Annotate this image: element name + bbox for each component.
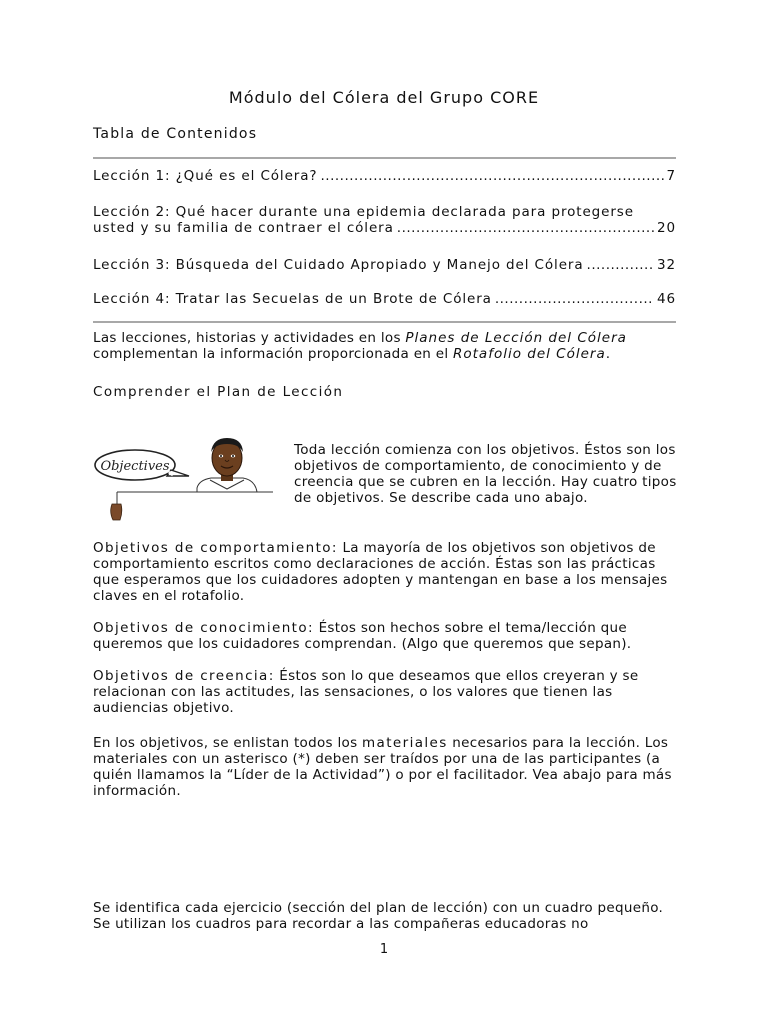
- toc-entry-label: Lección 3: Búsqueda del Cuidado Apropiado y Manejo del Cólera: [93, 257, 584, 273]
- exercise-paragraph: Se identifica cada ejercicio (sección del plan de lección) con un cuadro pequeño. Se utilizan los cuadros para recordar a las compañeras educadoras no: [93, 900, 664, 932]
- lesson-plans-title: Planes de Lección del Cólera: [405, 330, 627, 346]
- toc-entry-label: Lección 2: Qué hacer durante una epidemia declarada para protegerse: [93, 204, 634, 220]
- toc-entry-label-continued: usted y su familia de contraer el cólera: [93, 220, 394, 236]
- toc-page-number: 32: [657, 257, 676, 273]
- toc-entry-3[interactable]: [93, 257, 676, 273]
- belief-objectives-term: Objetivos de creencia:: [93, 668, 275, 684]
- page-number: 1: [379, 942, 389, 957]
- intro-paragraph: [93, 330, 683, 362]
- knowledge-objectives-text: Éstos son hechos sobre el tema/lección que queremos que los cuidadores comprendan. (Algo que queremos que sepan).: [93, 620, 632, 652]
- intro-text: .: [605, 346, 611, 362]
- behavior-objectives-term: Objetivos de comportamiento:: [93, 540, 338, 556]
- materials-text: necesarios para la lección. Los materiales con un asterisco (*) deben ser traídos por una de las participantes (a quién llamamos la “Líder de la Actividad”) o por el facilitador. Vea abajo para más información.: [93, 735, 672, 799]
- toc-leader-dots: [587, 257, 654, 273]
- document-title: Módulo del Cólera del Grupo CORE: [228, 88, 540, 107]
- toc-bottom-rule: [93, 321, 676, 323]
- intro-text: Las lecciones, historias y actividades en los: [93, 330, 406, 346]
- flipchart-title: Rotafolio del Cólera: [453, 346, 606, 362]
- toc-leader-dots: [320, 168, 663, 184]
- objectives-label: Objectives: [100, 459, 170, 474]
- behavior-objectives-text: La mayoría de los objetivos son objetivos de comportamiento escritos como declaraciones de acción. Éstas son las prácticas que esperamos que los cuidadores adopten y mantengan en base a los mensajes claves en el rotafolio.: [93, 540, 668, 604]
- objectives-illustration: [93, 436, 273, 526]
- knowledge-objectives-paragraph: [93, 620, 683, 652]
- objectives-intro-text: Toda lección comienza con los objetivos. Éstos son los objetivos de comportamiento, de conocimiento y de creencia que se cubren en la lección. Hay cuatro tipos de objetivos. Se describe cada uno abajo.: [294, 442, 677, 506]
- belief-objectives-paragraph: [93, 668, 683, 716]
- behavior-objectives-paragraph: [93, 540, 683, 604]
- toc-heading: Tabla de Contenidos: [93, 126, 258, 142]
- toc-entry-label: Lección 1: ¿Qué es el Cólera?: [93, 168, 318, 184]
- section-heading: Comprender el Plan de Lección: [93, 384, 344, 400]
- toc-entry-label: Lección 4: Tratar las Secuelas de un Brote de Cólera: [93, 291, 492, 307]
- toc-page-number: 7: [666, 168, 676, 184]
- toc-entry-4[interactable]: [93, 291, 676, 307]
- objectives-speech-figure: [93, 436, 273, 526]
- toc-page-number: 46: [657, 291, 676, 307]
- intro-text: complementan la información proporcionada en el: [93, 346, 453, 362]
- toc-entry-2[interactable]: [93, 204, 676, 236]
- toc-leader-dots: [495, 291, 654, 307]
- belief-objectives-text: Éstos son lo que deseamos que ellos creyeran y se relacionan con las actitudes, las sensaciones, o los valores que tienen las audiencias objetivo.: [93, 668, 639, 716]
- toc-top-rule: [93, 157, 676, 159]
- materials-paragraph: [93, 735, 683, 799]
- materials-term: materiales: [362, 735, 448, 751]
- toc-page-number: 20: [657, 220, 676, 236]
- toc-entry-1[interactable]: [93, 168, 676, 184]
- knowledge-objectives-term: Objetivos de conocimiento:: [93, 620, 314, 636]
- materials-text: En los objetivos, se enlistan todos los: [93, 735, 362, 751]
- toc-leader-dots: [397, 220, 654, 236]
